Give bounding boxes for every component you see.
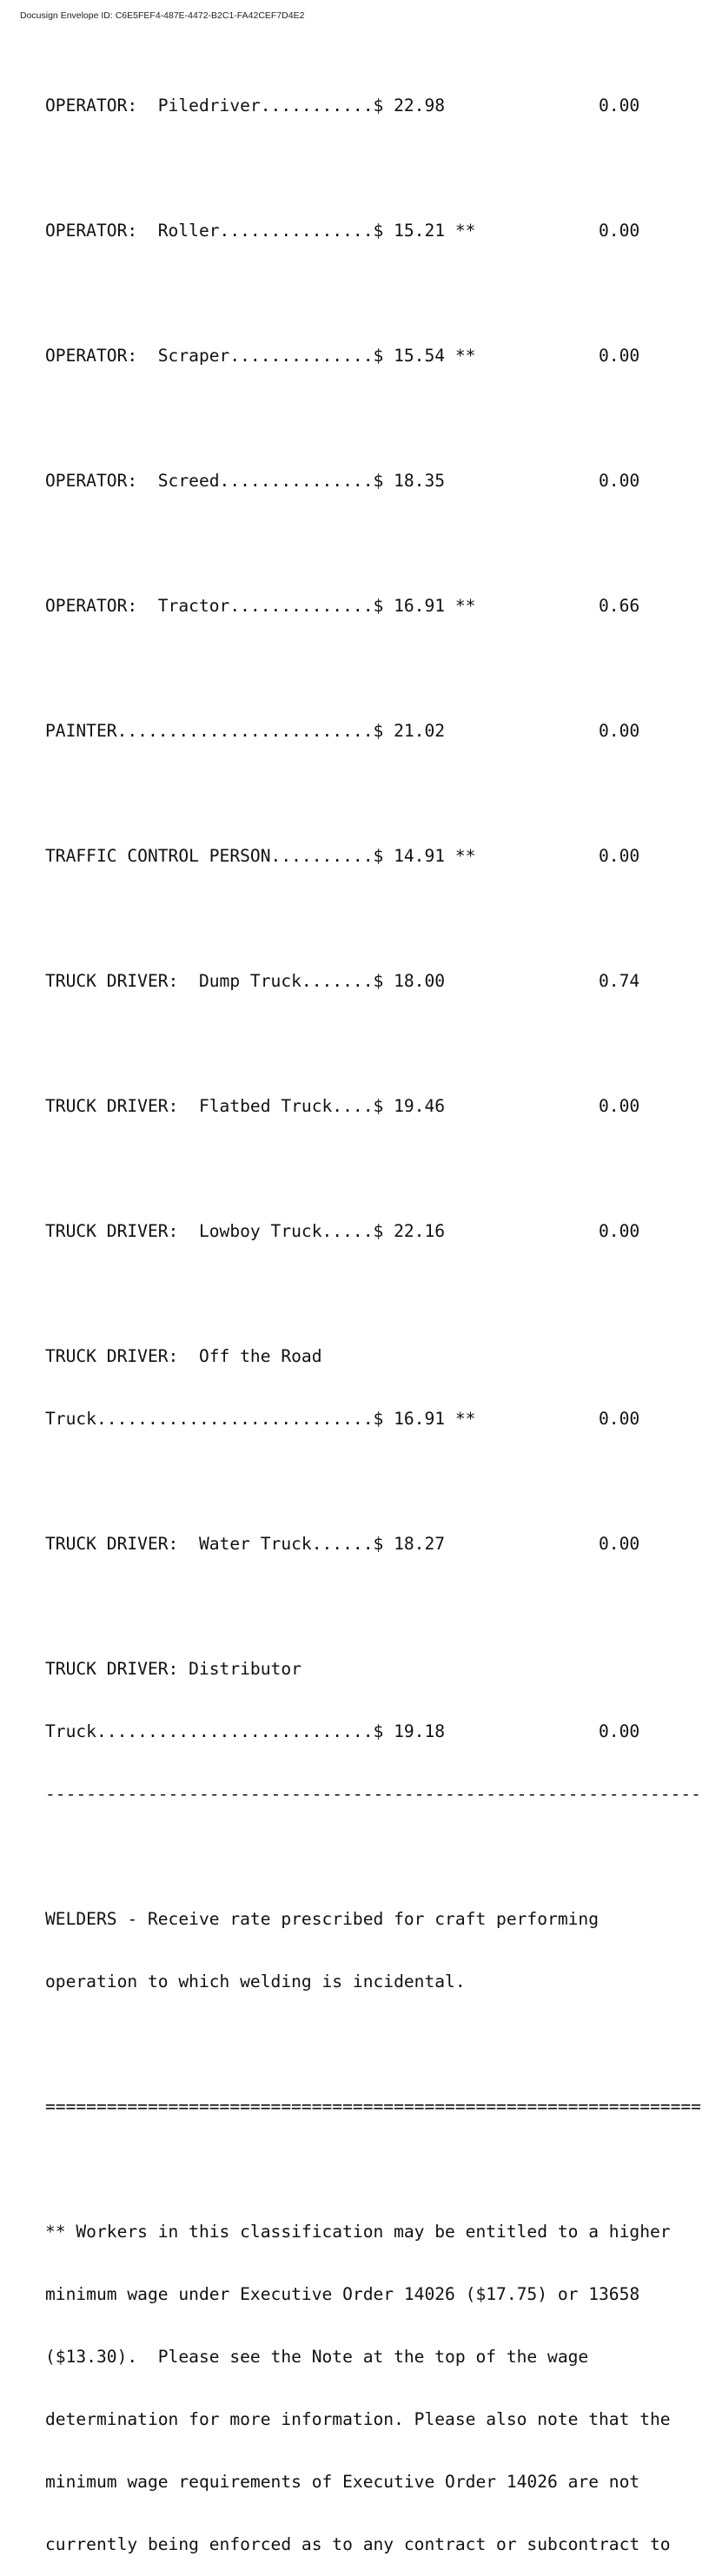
- blank-line: [45, 1846, 701, 1867]
- footnote-line: ($13.30). Please see the Note at the top of the wage: [45, 2347, 589, 2367]
- wage-row-operator-piledriver: OPERATOR: Piledriver...........$ 22.98 0.00: [45, 96, 640, 116]
- blank-line: [45, 658, 701, 679]
- welders-note-line: operation to which welding is incidental.: [45, 1972, 466, 1991]
- wage-row-truck-dump: TRUCK DRIVER: Dump Truck.......$ 18.00 0.74: [45, 971, 640, 991]
- blank-line: [45, 1596, 701, 1617]
- dash-separator: ----------------------------------------------------------------: [45, 1784, 701, 1804]
- wage-row-truck-distributor: Truck...........................$ 19.18 0.00: [45, 1721, 640, 1741]
- footnote-line: currently being enforced as to any contract or subcontract to: [45, 2534, 671, 2554]
- blank-line: [45, 908, 701, 929]
- wage-row-painter: PAINTER.........................$ 21.02 0.00: [45, 721, 640, 741]
- wage-row-traffic-control: TRAFFIC CONTROL PERSON..........$ 14.91 ** 0.00: [45, 846, 640, 866]
- blank-line: [45, 1471, 701, 1492]
- blank-line: [45, 408, 701, 429]
- footnote-line: determination for more information. Please also note that the: [45, 2409, 671, 2429]
- welders-note-line: WELDERS - Receive rate prescribed for craft performing: [45, 1909, 600, 1929]
- blank-line: [45, 2034, 701, 2055]
- wage-row-operator-scraper: OPERATOR: Scraper..............$ 15.54 ** 0.00: [45, 346, 640, 366]
- wage-row-truck-water: TRUCK DRIVER: Water Truck......$ 18.27 0.00: [45, 1534, 640, 1554]
- blank-line: [45, 283, 701, 304]
- wage-row-truck-flatbed: TRUCK DRIVER: Flatbed Truck....$ 19.46 0.00: [45, 1096, 640, 1116]
- footnote-line: ** Workers in this classification may be entitled to a higher: [45, 2222, 671, 2242]
- wage-row-truck-lowboy: TRUCK DRIVER: Lowboy Truck.....$ 22.16 0.00: [45, 1221, 640, 1241]
- equals-separator: ================================================================: [45, 2097, 701, 2117]
- blank-line: [45, 1034, 701, 1054]
- wage-row-operator-roller: OPERATOR: Roller...............$ 15.21 ** 0.00: [45, 221, 640, 241]
- wage-row-truck-offroad-label: TRUCK DRIVER: Off the Road: [45, 1346, 322, 1366]
- docusign-envelope-id: Docusign Envelope ID: C6E5FEF4-487E-4472-B2C1-FA42CEF7D4E2: [20, 10, 305, 21]
- blank-line: [45, 1284, 701, 1305]
- wage-row-operator-tractor: OPERATOR: Tractor..............$ 16.91 ** 0.66: [45, 596, 640, 616]
- wage-row-truck-distributor-label: TRUCK DRIVER: Distributor: [45, 1659, 301, 1679]
- footnote-line: minimum wage requirements of Executive Order 14026 are not: [45, 2472, 640, 2492]
- wage-row-truck-offroad: Truck...........................$ 16.91 ** 0.00: [45, 1409, 640, 1429]
- blank-line: [45, 783, 701, 804]
- blank-line: [45, 2159, 701, 2180]
- blank-line: [45, 158, 701, 179]
- wage-row-operator-screed: OPERATOR: Screed...............$ 18.35 0.00: [45, 471, 640, 491]
- blank-line: [45, 1159, 701, 1179]
- wage-determination-text: [45, 54, 701, 2576]
- blank-line: [45, 533, 701, 554]
- footnote-line: minimum wage under Executive Order 14026 ($17.75) or 13658: [45, 2284, 640, 2304]
